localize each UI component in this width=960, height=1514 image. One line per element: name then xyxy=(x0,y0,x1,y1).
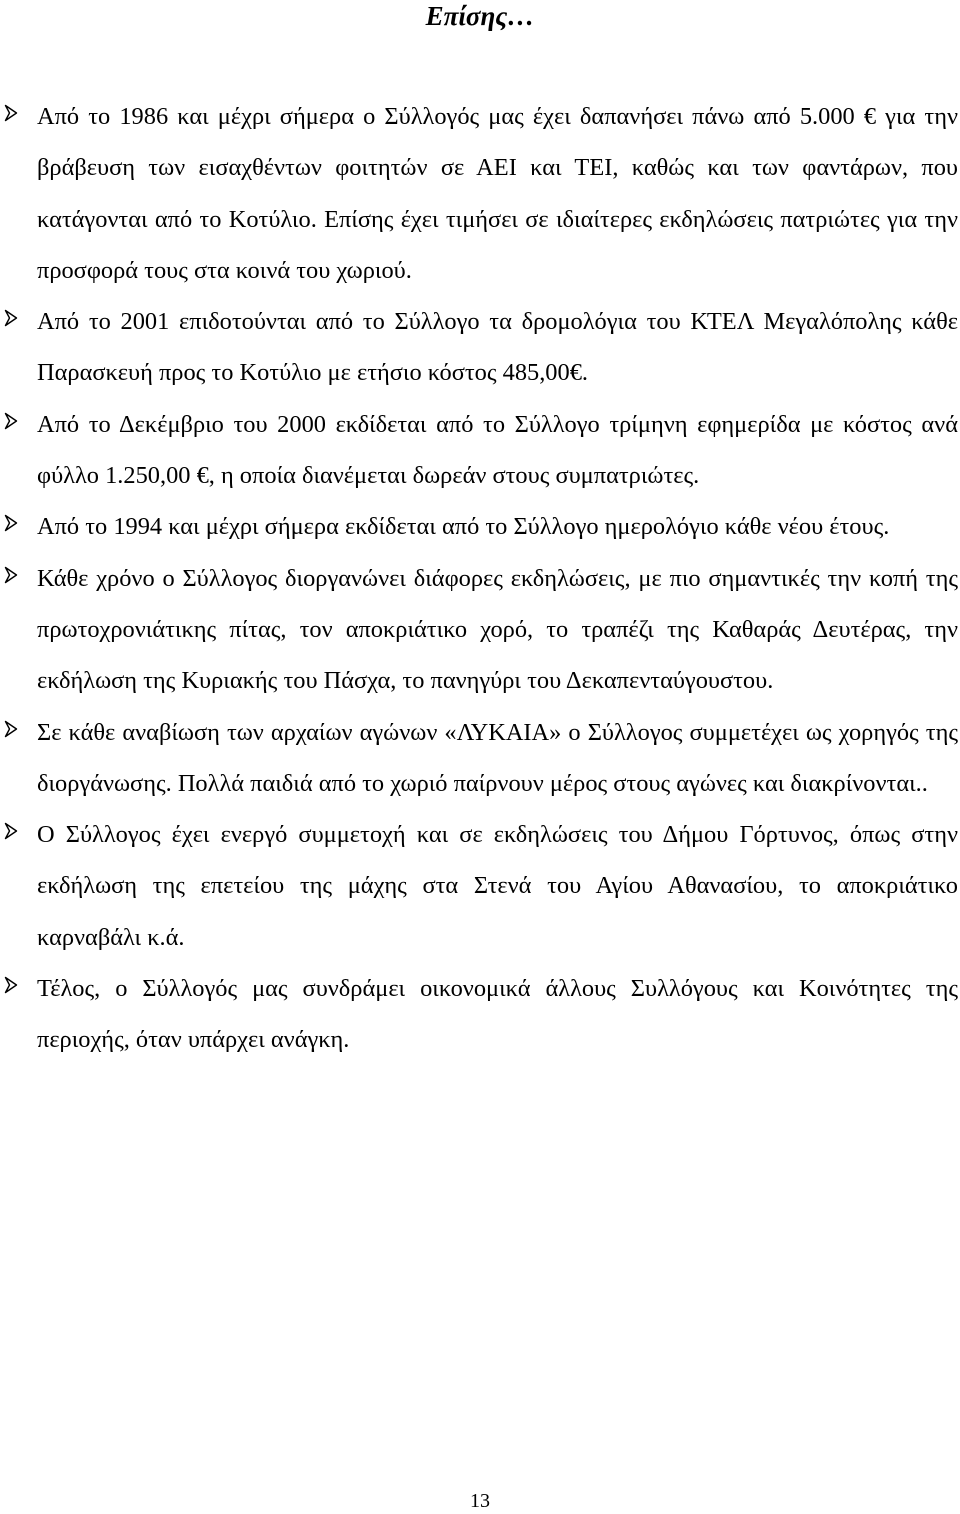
arrowhead-bullet-icon xyxy=(4,566,18,584)
arrowhead-bullet-icon xyxy=(4,976,18,994)
arrowhead-bullet-icon xyxy=(4,309,18,327)
arrowhead-bullet-icon xyxy=(4,514,18,532)
bullet-list xyxy=(37,91,958,1066)
arrowhead-bullet-icon xyxy=(4,822,18,840)
arrowhead-bullet-icon xyxy=(4,720,18,738)
list-item-text: Από το Δεκέμβριο του 2000 εκδίδεται από το Σύλλογο τρίμηνη εφημερίδα με κόστος ανά φύλλο 1.250,00 €, η οποία διανέμεται δωρεάν στους συμπατριώτες. xyxy=(37,410,958,490)
list-item xyxy=(37,91,958,296)
list-item xyxy=(37,809,958,963)
list-item xyxy=(37,501,958,552)
arrowhead-bullet-icon xyxy=(4,412,18,430)
arrowhead-bullet-icon xyxy=(4,104,18,122)
list-item-text: Σε κάθε αναβίωση των αρχαίων αγώνων «ΛΥΚΑΙΑ» ο Σύλλογος συμμετέχει ως χορηγός της διοργάνωσης. Πολλά παιδιά από το χωριό παίρνουν μέρος στους αγώνες και διακρίνονται.. xyxy=(37,718,958,797)
page-number: 13 xyxy=(470,1490,490,1512)
list-item-text: Από το 1994 και μέχρι σήμερα εκδίδεται από το Σύλλογο ημερολόγιο κάθε νέου έτους. xyxy=(37,513,890,541)
list-item xyxy=(37,963,958,1066)
page-heading: Επίσης… xyxy=(425,1,535,31)
list-item xyxy=(37,707,958,810)
list-item xyxy=(37,553,958,707)
list-item-text: Τέλος, ο Σύλλογός μας συνδράμει οικονομικά άλλους Συλλόγους και Κοινότητες της περιοχής, όταν υπάρχει ανάγκη. xyxy=(37,975,958,1054)
list-item-text: Κάθε χρόνο ο Σύλλογος διοργανώνει διάφορες εκδηλώσεις, με πιο σημαντικές την κοπή της πρωτοχρονιάτικης πίτας, τον αποκριάτικο χορό, το τραπέζι της Καθαράς Δευτέρας, την εκδήλωση της Κυριακής του Πάσχα, το πανηγύρι του Δεκαπενταύγουστου. xyxy=(37,564,958,695)
list-item xyxy=(37,296,958,399)
list-item-text: Από το 1986 και μέχρι σήμερα ο Σύλλογός μας έχει δαπανήσει πάνω από 5.000 € για την βράβευση των εισαχθέντων φοιτητών σε ΑΕΙ και ΤΕΙ, καθώς και των φαντάρων, που κατάγονται από το Κοτύλιο. Επίσης έχει τιμήσει σε ιδιαίτερες εκδηλώσεις πατριώτες για την προσφορά τους στα κοινά του χωριού. xyxy=(37,103,958,284)
list-item-text: Από το 2001 επιδοτούνται από το Σύλλογο τα δρομολόγια του ΚΤΕΛ Μεγαλόπολης κάθε Παρασκευή προς το Κοτύλιο με ετήσιο κόστος 485,00€. xyxy=(37,308,958,387)
list-item-text: Ο Σύλλογος έχει ενεργό συμμετοχή και σε εκδηλώσεις του Δήμου Γόρτυνος, όπως στην εκδήλωση της επετείου της μάχης στα Στενά του Αγίου Αθανασίου, το αποκριάτικο καρναβάλι κ.ά. xyxy=(37,821,958,951)
list-item xyxy=(37,399,958,502)
